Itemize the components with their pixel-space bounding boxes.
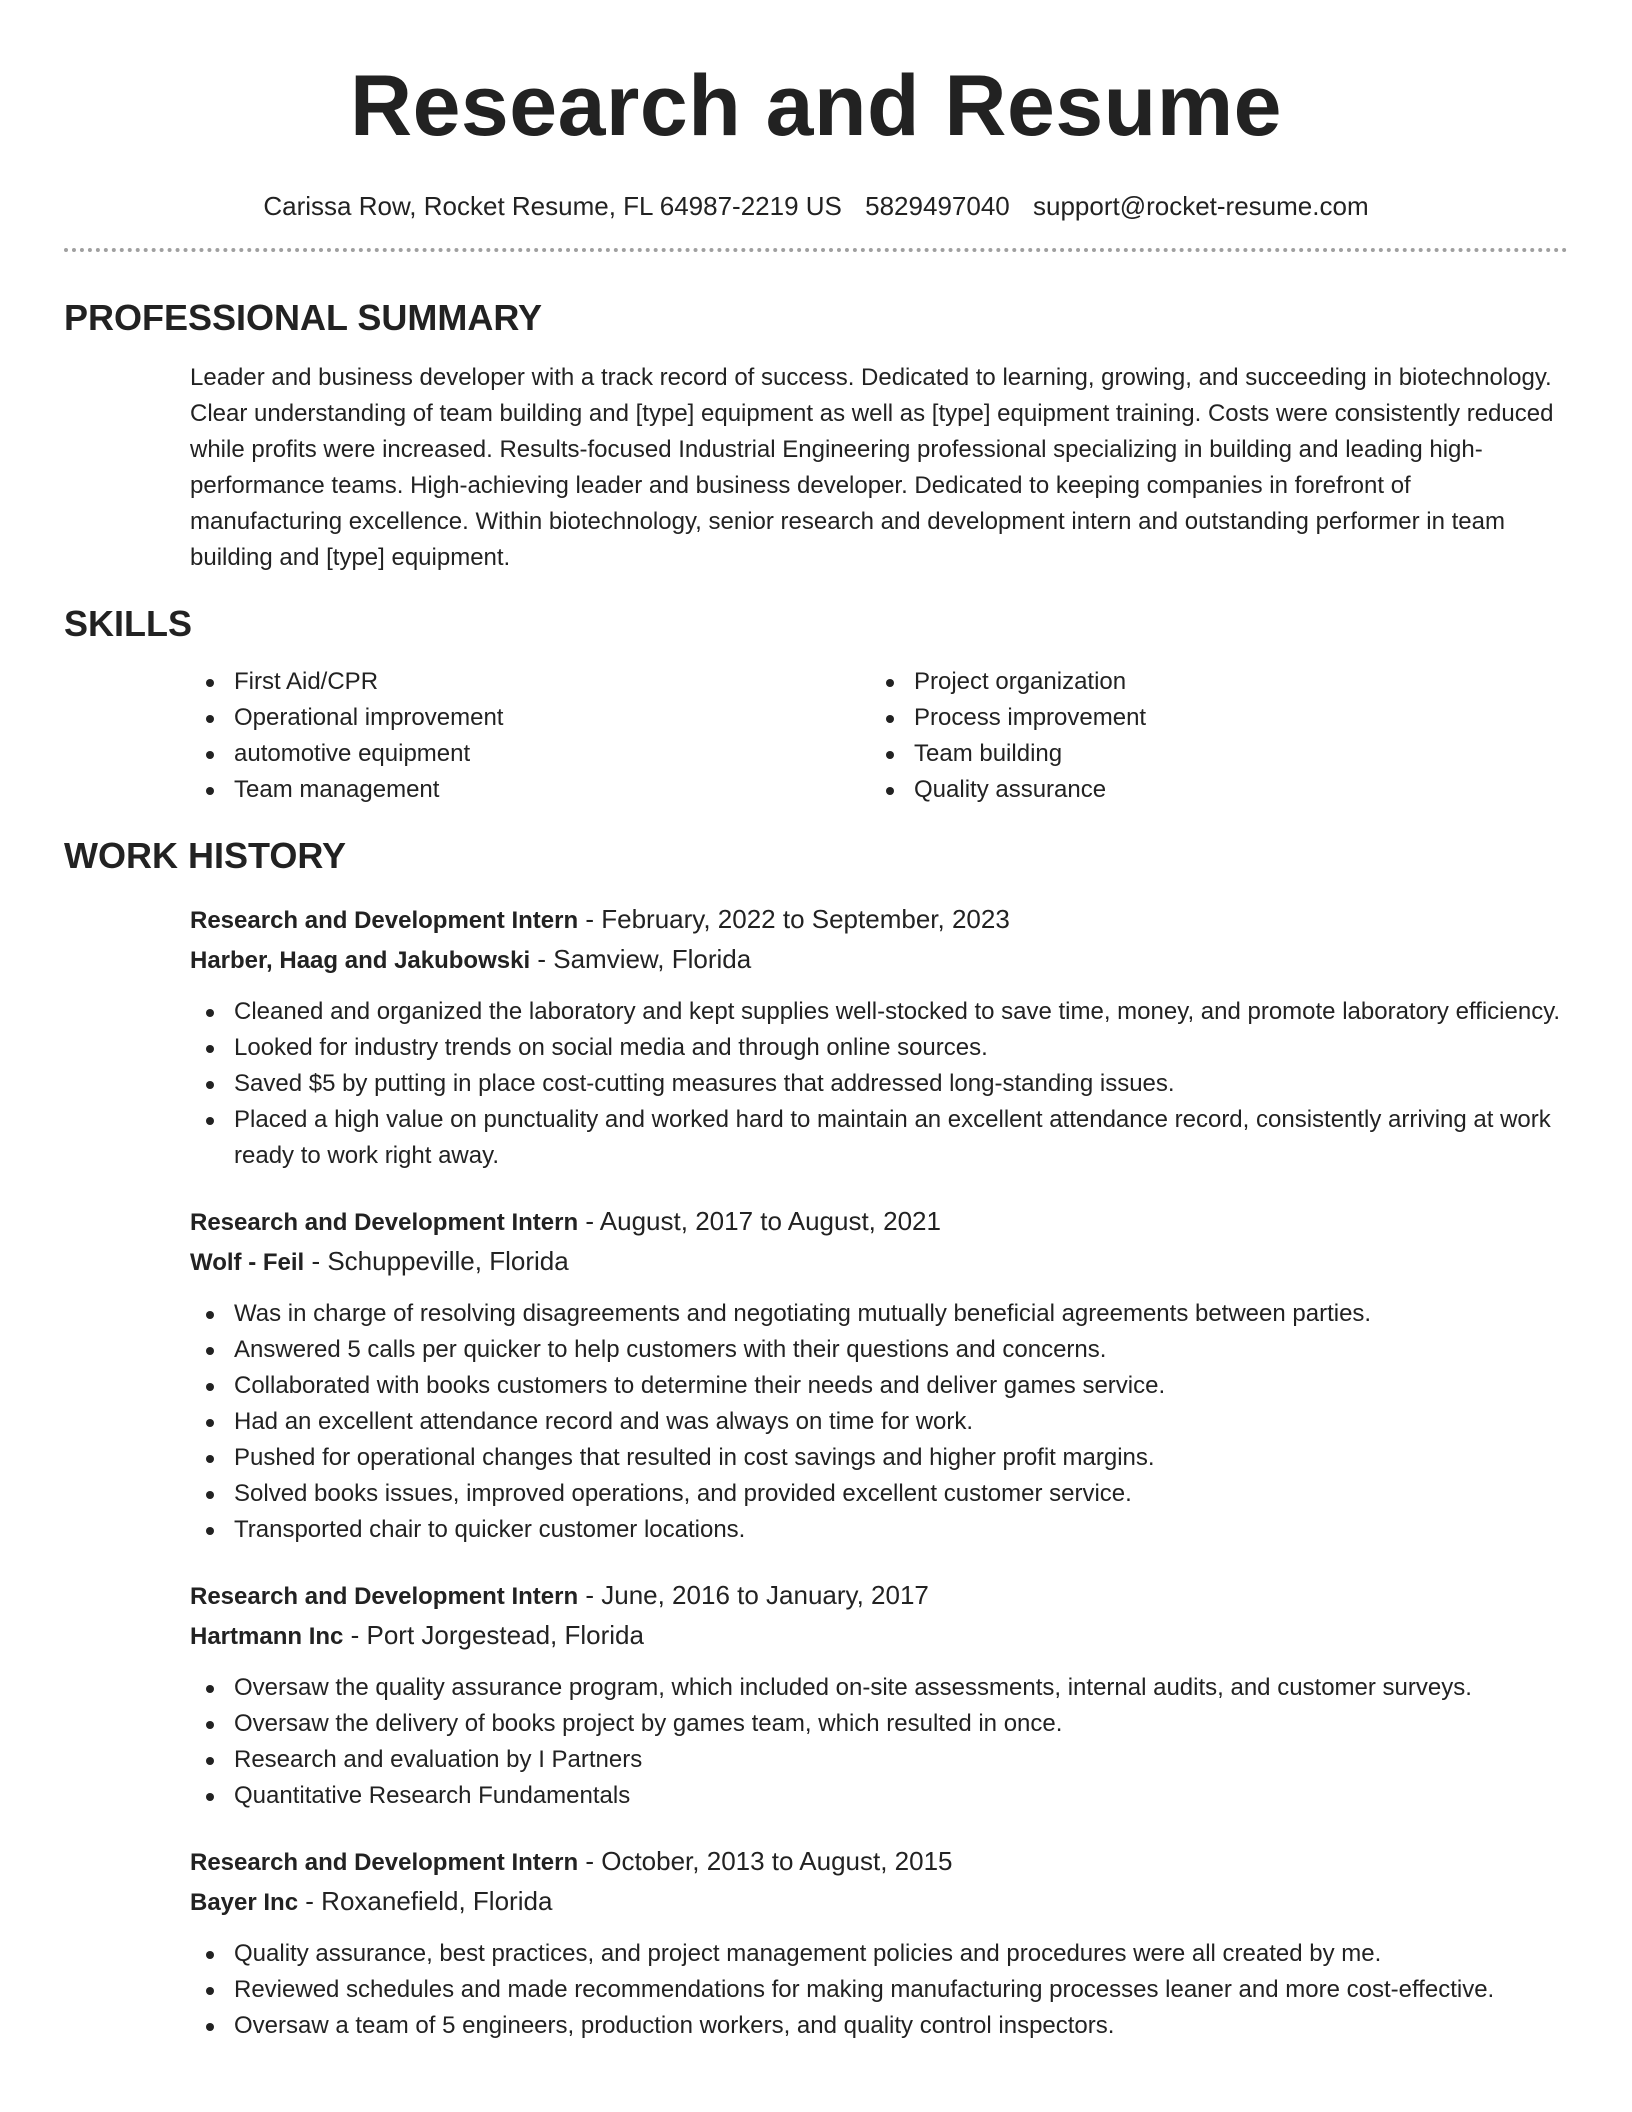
job-bullets [64,1296,1568,1548]
job-dates: - June, 2016 to January, 2017 [578,1580,929,1610]
skill-item: automotive equipment [190,736,870,772]
job-bullet: Placed a high value on punctuality and worked hard to maintain an excellent attendance record, consistently arriving at work ready to work right away. [190,1102,1610,1174]
job-role: Research and Development Intern [190,1849,579,1876]
job-bullet: Oversaw the delivery of books project by games team, which resulted in once. [190,1706,1610,1742]
skill-item: Team building [870,736,1550,772]
job-role-line [190,1576,1568,1616]
job-company: Wolf - Feil [190,1249,305,1276]
skills-column-left [190,664,870,808]
job-role-line [190,1202,1568,1242]
job-bullets [64,1670,1568,1814]
job-bullet: Quality assurance, best practices, and project management policies and procedures were all created by me. [190,1936,1610,1972]
skills-heading: SKILLS [64,603,193,644]
job-company: Hartmann Inc [190,1623,344,1650]
job-company: Bayer Inc [190,1889,299,1916]
job-bullet: Pushed for operational changes that resulted in cost savings and higher profit margins. [190,1440,1610,1476]
job-location: - Schuppeville, Florida [304,1246,569,1276]
job-entry [190,900,1568,1174]
job-dates: - August, 2017 to August, 2021 [578,1206,941,1236]
header-divider [64,248,1568,252]
skill-item: Process improvement [870,700,1550,736]
job-bullet: Research and evaluation by I Partners [190,1742,1610,1778]
job-role-line [190,900,1568,940]
job-role: Research and Development Intern [190,1209,579,1236]
job-bullet: Quantitative Research Fundamentals [190,1778,1610,1814]
job-company-line [190,1616,1568,1656]
job-bullet: Collaborated with books customers to determine their needs and deliver games service. [190,1368,1610,1404]
job-entry [190,1202,1568,1548]
skills-list [190,664,1568,808]
job-bullet: Looked for industry trends on social media and through online sources. [190,1030,1610,1066]
job-entry [190,1842,1568,2044]
job-bullets [64,994,1568,1174]
job-bullet: Had an excellent attendance record and was always on time for work. [190,1404,1610,1440]
skill-item: Quality assurance [870,772,1550,808]
job-role: Research and Development Intern [190,907,579,934]
job-entry [190,1576,1568,1814]
job-location: - Port Jorgestead, Florida [343,1620,644,1650]
job-role: Research and Development Intern [190,1583,579,1610]
job-company-line [190,1242,1568,1282]
job-bullet: Transported chair to quicker customer locations. [190,1512,1610,1548]
job-bullet: Oversaw a team of 5 engineers, production workers, and quality control inspectors. [190,2008,1610,2044]
job-dates: - October, 2013 to August, 2015 [578,1846,953,1876]
job-location: - Roxanefield, Florida [298,1886,553,1916]
job-role-line [190,1842,1568,1882]
contact-line [64,190,1568,222]
skill-item: Team management [190,772,870,808]
job-bullet: Solved books issues, improved operations, and provided excellent customer service. [190,1476,1610,1512]
summary-heading: PROFESSIONAL SUMMARY [64,297,543,338]
skill-item: Operational improvement [190,700,870,736]
job-dates: - February, 2022 to September, 2023 [578,904,1010,934]
job-company-line [190,940,1568,980]
job-bullet: Cleaned and organized the laboratory and kept supplies well-stocked to save time, money, and promote laboratory efficiency. [190,994,1610,1030]
summary-text: Leader and business developer with a track record of success. Dedicated to learning, growing, and succeeding in biotechnology. Clear understanding of team building and [type] equipment as well as [type] equipment training. Costs were consistently reduced while profits were increased. Results-focused Industrial Engineering professional specializing in building and leading high-performance teams. High-achieving leader and business developer. Dedicated to keeping companies in forefront of manufacturing excellence. Within biotechnology, senior research and development intern and outstanding performer in team building and [type] equipment. [190,364,1554,571]
contact-address: Carissa Row, Rocket Resume, FL 64987-2219 US [263,191,842,221]
job-bullet: Oversaw the quality assurance program, which included on-site assessments, internal audits, and customer surveys. [190,1670,1610,1706]
job-bullet: Was in charge of resolving disagreements and negotiating mutually beneficial agreements between parties. [190,1296,1610,1332]
skills-column-right [870,664,1550,808]
resume-name: Research and Resume [349,58,1283,154]
skill-item: First Aid/CPR [190,664,870,700]
job-bullet: Saved $5 by putting in place cost-cutting measures that addressed long-standing issues. [190,1066,1610,1102]
job-location: - Samview, Florida [530,944,752,974]
skill-item: Project organization [870,664,1550,700]
job-bullet: Answered 5 calls per quicker to help customers with their questions and concerns. [190,1332,1610,1368]
job-company-line [190,1882,1568,1922]
contact-phone: 5829497040 [865,191,1010,221]
contact-email: support@rocket-resume.com [1032,191,1369,221]
job-company: Harber, Haag and Jakubowski [190,947,531,974]
work-history-heading: WORK HISTORY [64,835,347,876]
job-bullets [64,1936,1568,2044]
job-bullet: Reviewed schedules and made recommendations for making manufacturing processes leaner and more cost-effective. [190,1972,1610,2008]
